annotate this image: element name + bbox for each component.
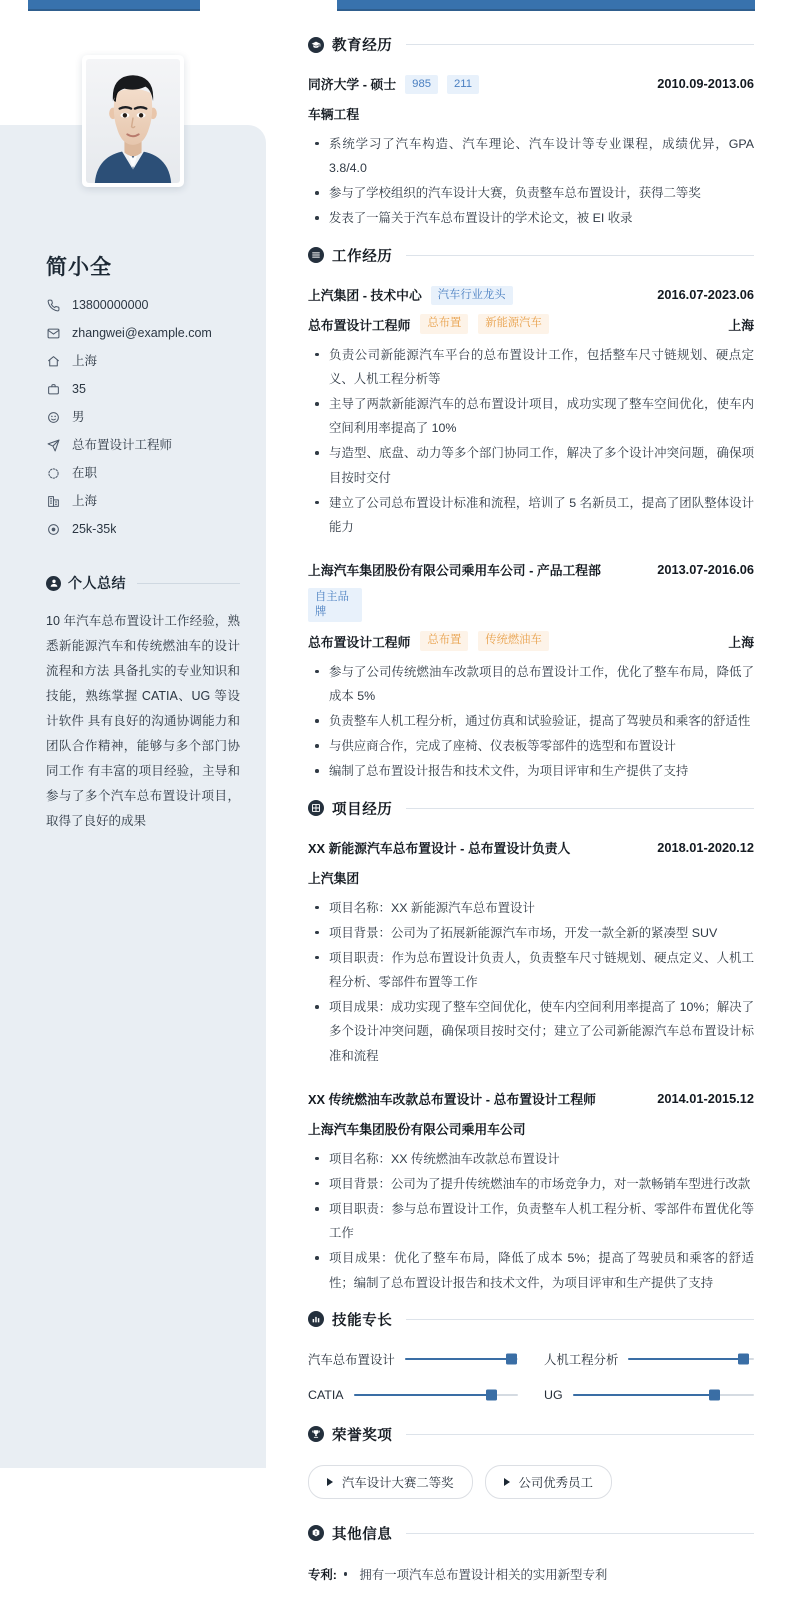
list-item: 项目背景：公司为了提升传统燃油车的市场竞争力，对一款畅销车型进行改款: [308, 1172, 754, 1196]
skill-slider[interactable]: [573, 1394, 754, 1396]
briefcase-icon: [46, 382, 61, 397]
list-item: 项目职责：作为总布置设计负责人，负责整车尺寸链规划、硬点定义、人机工程分析、零部件布置等工作: [308, 946, 754, 994]
skill-fill: [573, 1394, 714, 1396]
projects-divider: [406, 808, 754, 809]
project-company: 上海汽车集团股份有限公司乘用车公司: [308, 1121, 526, 1137]
contact-item-salary: [46, 522, 240, 537]
education-entry: [308, 75, 754, 231]
other-row-label: 专利:: [308, 1567, 337, 1582]
project-entry-left: [308, 1090, 596, 1110]
work-role-tag-1: 总布置: [420, 314, 468, 333]
contact-value-phone: 13800000000: [72, 298, 149, 313]
section-other-info: [308, 1523, 754, 1588]
section-honors: [308, 1424, 754, 1499]
contact-item-hometown: [46, 354, 240, 369]
skill-fill: [405, 1358, 511, 1360]
list-item: 发表了一篇关于汽车总布置设计的学术论文，被 EI 收录: [308, 206, 754, 230]
section-education: [308, 34, 754, 231]
work-bullets: [308, 660, 754, 784]
project-icon: [308, 800, 324, 816]
other-title: 其他信息: [332, 1526, 393, 1543]
project-date: 2014.01-2015.12: [657, 1090, 754, 1106]
avatar: [82, 55, 184, 187]
education-tag-211: 211: [447, 75, 479, 94]
work-location: 上海: [728, 317, 754, 333]
honors-divider: [406, 1434, 754, 1435]
contact-item-email: [46, 326, 240, 341]
work-role-left: [308, 314, 549, 333]
skills-grid: [308, 1350, 754, 1402]
honors-list: [308, 1465, 754, 1499]
work-role-row: [308, 631, 754, 650]
phone-icon: [46, 298, 61, 313]
skill-knob[interactable]: [738, 1353, 749, 1364]
contact-list: [46, 298, 240, 537]
skills-title: 技能专长: [332, 1312, 393, 1329]
contact-value-status: 在职: [72, 466, 98, 481]
portrait-photo-icon: [86, 59, 180, 183]
list-item: 编制了总布置设计报告和技术文件，为项目评审和生产提供了支持: [308, 759, 754, 783]
project-entry: [308, 839, 754, 1068]
honor-label: 汽车设计大赛二等奖: [342, 1475, 454, 1490]
graduation-icon: [308, 37, 324, 53]
work-header: [308, 245, 754, 266]
list-item: 主导了两款新能源汽车的总布置设计项目，成功实现了整车空间优化，使车内空间利用率提高了 10%: [308, 392, 754, 440]
work-entry: [308, 561, 754, 784]
sidebar: [0, 0, 266, 1468]
play-triangle-icon: [504, 1478, 510, 1486]
contact-value-position: 总布置设计工程师: [72, 438, 173, 453]
summary-header: [46, 573, 240, 593]
education-divider: [406, 44, 754, 45]
skill-item: [308, 1388, 518, 1402]
project-entry-header: [308, 1090, 754, 1110]
work-role-left: [308, 631, 549, 650]
contact-value-city: 上海: [72, 494, 98, 509]
work-icon: [308, 247, 324, 263]
work-company-tag: 汽车行业龙头: [431, 286, 513, 305]
contact-value-email: zhangwei@example.com: [72, 326, 212, 341]
user-circle-icon: [46, 576, 61, 591]
work-entry-header: [308, 561, 754, 622]
skill-slider[interactable]: [628, 1358, 754, 1360]
projects-header: [308, 798, 754, 819]
contact-item-gender: [46, 410, 240, 425]
summary-divider: [137, 583, 240, 584]
other-divider: [406, 1533, 754, 1534]
work-divider: [406, 255, 754, 256]
contact-value-salary: 25k-35k: [72, 522, 117, 537]
education-entry-left: [308, 75, 479, 95]
honor-chip[interactable]: [485, 1465, 612, 1499]
trophy-icon: [308, 1426, 324, 1442]
other-row: [308, 1564, 754, 1588]
list-item: 项目职责：参与总布置设计工作，负责整车人机工程分析、零部件布置优化等工作: [308, 1197, 754, 1245]
info-icon: [308, 1525, 324, 1541]
skills-header: [308, 1309, 754, 1330]
skill-item: [308, 1350, 518, 1368]
work-role-row: [308, 314, 754, 333]
home-icon: [46, 354, 61, 369]
send-icon: [46, 438, 61, 453]
work-role: 总布置设计工程师: [308, 317, 411, 333]
work-entry-left: [308, 561, 647, 622]
project-entry-left: [308, 839, 570, 859]
project-entry: [308, 1090, 754, 1295]
mail-icon: [46, 326, 61, 341]
city-icon: [46, 494, 61, 509]
summary-text: 10 年汽车总布置设计工作经验，熟悉新能源汽车和传统燃油车的设计流程和方法 具备扎实的专业知识和技能，熟练掌握 CATIA、UG 等设计软件 具有良好的沟通协调能力和团队合作精神，能够与多个部门协同工作 有丰富的项目经验，主导和参与了多个汽车总布置设计项目，取得了良好的成果: [46, 614, 240, 829]
contact-item-status: [46, 466, 240, 481]
education-entry-header: [308, 75, 754, 95]
project-company: 上汽集团: [308, 870, 360, 886]
page-title: 简小全: [46, 256, 112, 279]
honors-header: [308, 1424, 754, 1445]
summary-section: [46, 573, 240, 834]
skill-item: [544, 1388, 754, 1402]
education-major: 车辆工程: [308, 106, 360, 122]
education-tag-985: 985: [405, 75, 438, 94]
skill-knob[interactable]: [709, 1389, 720, 1400]
project-entry-header: [308, 839, 754, 859]
status-icon: [46, 466, 61, 481]
list-item: 项目名称：XX 新能源汽车总布置设计: [308, 896, 754, 920]
list-item: 项目名称：XX 传统燃油车改款总布置设计: [308, 1147, 754, 1171]
skill-fill: [354, 1394, 492, 1396]
work-role-tag-1: 总布置: [420, 631, 468, 650]
contact-value-gender: 男: [72, 410, 85, 425]
skill-slider[interactable]: [405, 1358, 518, 1360]
honor-label: 公司优秀员工: [518, 1475, 593, 1490]
list-item: 参与了学校组织的汽车设计大赛，负责整车总布置设计，获得二等奖: [308, 181, 754, 205]
project-date: 2018.01-2020.12: [657, 839, 754, 855]
work-entry-header: [308, 286, 754, 306]
contact-value-age: 35: [72, 382, 86, 397]
list-item: 参与了公司传统燃油车改款项目的总布置设计工作，优化了整车布局，降低了成本 5%: [308, 660, 754, 708]
main-content: [266, 0, 794, 1617]
list-item: 负责整车人机工程分析，通过仿真和试验验证，提高了驾驶员和乘客的舒适性: [308, 709, 754, 733]
skill-item: [544, 1350, 754, 1368]
honor-chip[interactable]: [308, 1465, 473, 1499]
project-name: XX 新能源汽车总布置设计 - 总布置设计负责人: [308, 840, 571, 856]
project-bullets: [308, 896, 754, 1068]
contact-value-hometown: 上海: [72, 354, 98, 369]
play-triangle-icon: [327, 1478, 333, 1486]
skill-slider[interactable]: [354, 1394, 518, 1396]
contact-item-age: [46, 382, 240, 397]
honors-title: 荣誉奖项: [332, 1427, 393, 1444]
work-company: 上海汽车集团股份有限公司乘用车公司 - 产品工程部: [308, 563, 601, 579]
gender-icon: [46, 410, 61, 425]
work-title: 工作经历: [332, 248, 393, 265]
skill-label: CATIA: [308, 1387, 344, 1402]
work-role-tag-2: 传统燃油车: [478, 631, 549, 650]
other-row-text: 拥有一项汽车总布置设计相关的实用新型专利: [359, 1567, 608, 1582]
skill-icon: [308, 1311, 324, 1327]
list-item: 系统学习了汽车构造、汽车理论、汽车设计等专业课程，成绩优异，GPA 3.8/4.0: [308, 132, 754, 180]
skill-knob[interactable]: [486, 1389, 497, 1400]
section-work: [308, 245, 754, 784]
education-bullets: [308, 132, 754, 231]
other-header: [308, 1523, 754, 1544]
list-item: 与造型、底盘、动力等多个部门协同工作，解决了多个设计冲突问题，确保项目按时交付: [308, 441, 754, 489]
list-item: 负责公司新能源汽车平台的总布置设计工作，包括整车尺寸链规划、硬点定义、人机工程分析等: [308, 343, 754, 391]
contact-item-phone: [46, 298, 240, 313]
work-bullets: [308, 343, 754, 540]
skills-divider: [406, 1319, 754, 1320]
work-entry: [308, 286, 754, 540]
contact-item-city: [46, 494, 240, 509]
skill-label: 汽车总布置设计: [308, 1352, 395, 1367]
skill-label: 人机工程分析: [544, 1352, 619, 1367]
work-date: 2013.07-2016.06: [657, 562, 754, 578]
education-title: 教育经历: [332, 38, 393, 54]
education-school: 同济大学 - 硕士: [308, 77, 397, 92]
list-item: 项目成果：优化了整车布局，降低了成本 5%；提高了驾驶员和乘客的舒适性；编制了总布置设计报告和技术文件，为项目评审和生产提供了支持: [308, 1246, 754, 1294]
salary-icon: [46, 522, 61, 537]
skill-knob[interactable]: [506, 1353, 517, 1364]
section-skills: [308, 1309, 754, 1402]
education-date: 2010.09-2013.06: [657, 76, 754, 91]
list-item: 项目背景：公司为了拓展新能源汽车市场，开发一款全新的紧凑型 SUV: [308, 921, 754, 945]
list-item: 与供应商合作，完成了座椅、仪表板等零部件的选型和布置设计: [308, 734, 754, 758]
education-header: [308, 34, 754, 55]
bullet-dot-icon: [344, 1572, 348, 1576]
summary-title: 个人总结: [68, 575, 126, 592]
work-company: 上汽集团 - 技术中心: [308, 287, 422, 303]
work-location: 上海: [728, 634, 754, 650]
work-entry-left: [308, 286, 513, 306]
list-item: 建立了公司总布置设计标准和流程，培训了 5 名新员工，提高了团队整体设计能力: [308, 491, 754, 539]
skill-label: UG: [544, 1387, 563, 1402]
work-role: 总布置设计工程师: [308, 634, 411, 650]
projects-title: 项目经历: [332, 801, 393, 818]
section-projects: [308, 798, 754, 1295]
list-item: 项目成果：成功实现了整车空间优化，使车内空间利用率提高了 10%；解决了多个设计冲突问题，确保项目按时交付；建立了公司新能源汽车总布置设计标准和流程: [308, 995, 754, 1068]
work-date: 2016.07-2023.06: [657, 286, 754, 302]
work-company-tag: 自主品牌: [308, 588, 362, 623]
project-bullets: [308, 1147, 754, 1295]
project-name: XX 传统燃油车改款总布置设计 - 总布置设计工程师: [308, 1091, 596, 1107]
contact-item-position: [46, 438, 240, 453]
work-role-tag-2: 新能源汽车: [478, 314, 549, 333]
skill-fill: [628, 1358, 744, 1360]
